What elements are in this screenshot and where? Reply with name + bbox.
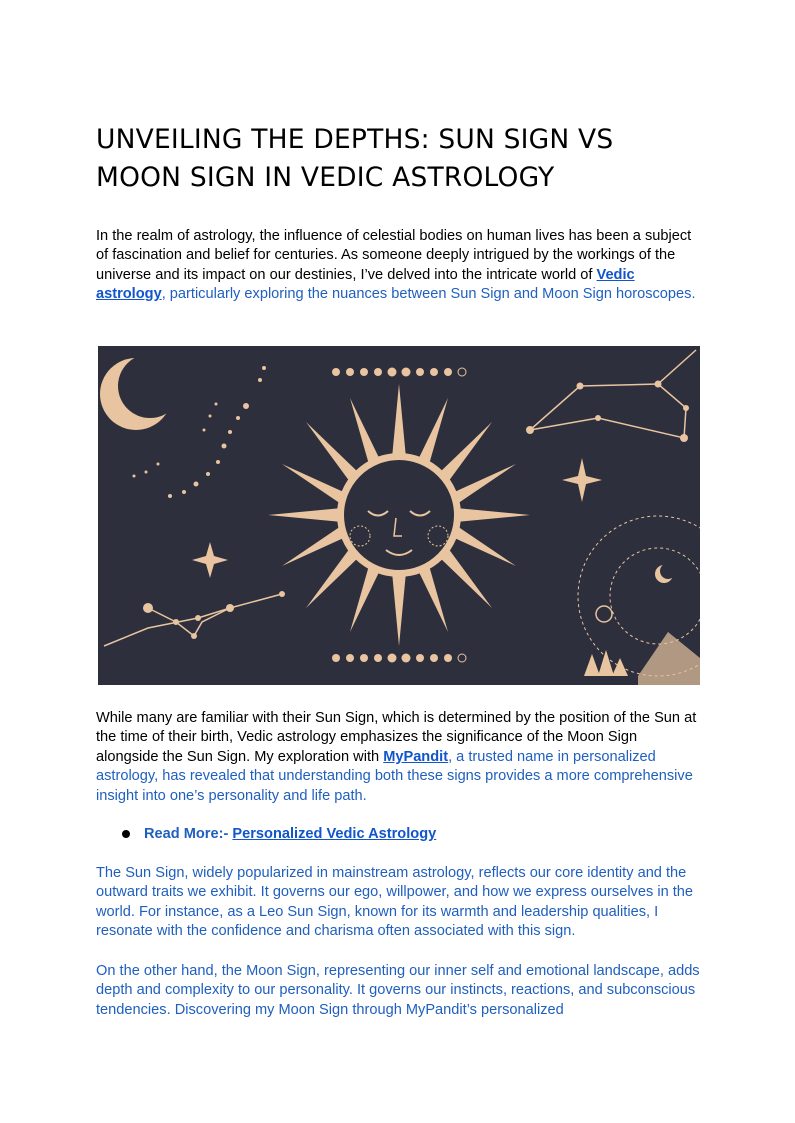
intro-text: In the realm of astrology, the influence of celestial bodies on human lives has been a subject of fascination and belief for centuries. As someone deeply intrigued by the workings of the universe and its impact on our destinies, I’ve delved into the intricate world of (96, 228, 692, 283)
sun-sign-paragraph (96, 709, 700, 806)
sun-sign-description-paragraph: The Sun Sign, widely popularized in mainstream astrology, reflects our core identity and the outward traits we exhibit. It governs our ego, willpower, and how we express ourselves in the world. For instance, as a Leo Sun Sign, known for its warmth and leadership qualities, I resonate with the confidence and charisma often associated with this sign. (96, 865, 694, 940)
bullet-dot (122, 830, 130, 838)
intro-paragraph (96, 227, 700, 305)
sun-sign-text-continued: , a trusted name in personalized astrology, has revealed that understanding both these signs provides a more comprehensive insight into one’s personality and life path. (96, 748, 693, 804)
personalized-vedic-astrology-link[interactable]: Personalized Vedic Astrology (232, 826, 437, 842)
sun-moon-illustration (98, 346, 700, 685)
page-title: UNVEILING THE DEPTHS: SUN SIGN VS MOON SIGN IN VEDIC ASTROLOGY (96, 124, 614, 193)
sun-sign-text: While many are familiar with their Sun Sign, which is determined by the position of the Sun at the time of their birth, Vedic astrology emphasizes the significance of the Moon Sign alongside the Sun Sign. My exploration with (96, 710, 697, 765)
read-more-prefix: Read More:- (144, 826, 233, 842)
read-more-text (144, 825, 436, 844)
mypandit-link[interactable]: MyPandit (383, 748, 449, 765)
sun-face-icon (337, 453, 461, 577)
moon-sign-description-paragraph: On the other hand, the Moon Sign, representing our inner self and emotional landscape, adds depth and complexity to our personality. It governs our instincts, reactions, and subconscious tendencies. Discovering my Moon Sign through MyPandit’s personalized (96, 963, 700, 1018)
vedic-astrology-link[interactable]: Vedic astrology (96, 266, 635, 303)
intro-text-continued: , particularly exploring the nuances between Sun Sign and Moon Sign horoscopes. (161, 286, 696, 303)
